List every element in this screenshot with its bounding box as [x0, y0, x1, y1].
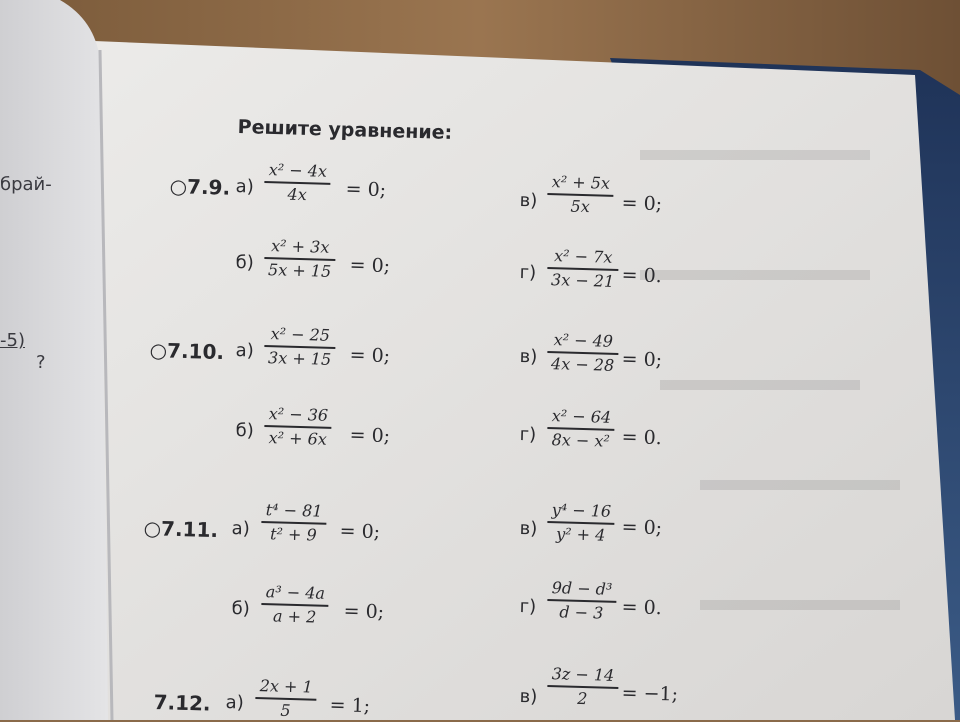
fraction-denominator: x² + 6x: [268, 428, 328, 449]
fraction-numerator: x² − 7x: [553, 246, 613, 267]
fraction-denominator: 5: [280, 700, 291, 720]
fraction-denominator: 3x + 15: [267, 348, 332, 369]
equation-rhs: = 0;: [621, 348, 663, 372]
equation-rhs: = 0;: [349, 254, 391, 278]
fraction: [547, 246, 619, 292]
equation-rhs: = 0.: [621, 264, 663, 288]
fraction: [264, 324, 336, 370]
fraction-denominator: 3x − 21: [550, 270, 615, 291]
left-page: [0, 0, 108, 720]
equation-rhs: = 0;: [621, 516, 663, 540]
item-label: г): [519, 262, 537, 284]
item-label: в): [519, 518, 538, 540]
fraction: [547, 172, 614, 218]
fraction-denominator: 4x − 28: [550, 354, 615, 375]
fraction: [264, 160, 331, 206]
item-label: а): [225, 692, 245, 714]
item-label: а): [235, 340, 255, 362]
fraction-denominator: 4x: [287, 184, 308, 205]
fraction-denominator: 8x − x²: [551, 430, 611, 451]
fraction: [255, 676, 317, 722]
item-label: а): [231, 518, 251, 540]
fraction-numerator: x² − 25: [270, 324, 331, 345]
left-page-fragment-mid: -5): [0, 330, 25, 351]
fraction: [261, 500, 327, 546]
fraction-numerator: y⁴ − 16: [551, 500, 612, 521]
fraction-denominator: 5x: [570, 196, 591, 217]
fraction-denominator: 2: [576, 688, 588, 709]
equation-rhs: = −1;: [621, 682, 679, 706]
page-heading: Решите уравнение:: [237, 116, 453, 144]
fraction: [264, 236, 336, 282]
fraction: [547, 664, 619, 710]
equation-rhs: = 0;: [621, 192, 663, 216]
equation-rhs: = 1;: [329, 694, 371, 718]
fraction-denominator: y² + 4: [555, 524, 606, 545]
problem-number: ○7.11.: [143, 516, 219, 543]
item-label: г): [519, 424, 537, 446]
equation-rhs: = 0;: [339, 520, 381, 544]
fraction-numerator: x² + 3x: [270, 236, 330, 257]
fraction-numerator: x² − 64: [551, 406, 612, 427]
item-label: г): [519, 596, 537, 618]
left-page-fragment-top: брай-: [0, 174, 52, 195]
problem-number: ○7.9.: [169, 174, 231, 200]
fraction-denominator: d − 3: [559, 602, 604, 623]
fraction-denominator: t² + 9: [269, 524, 317, 545]
item-label: в): [519, 346, 538, 368]
fraction-numerator: x² − 49: [553, 330, 614, 351]
fraction-numerator: 2x + 1: [259, 676, 313, 697]
item-label: а): [235, 176, 255, 198]
item-label: в): [519, 190, 538, 212]
fraction: [547, 406, 616, 452]
fraction-numerator: t⁴ − 81: [265, 500, 323, 521]
fraction-numerator: x² − 36: [268, 404, 329, 425]
fraction: [261, 582, 329, 628]
fraction: [547, 330, 619, 376]
equation-rhs: = 0.: [621, 426, 663, 450]
fraction-denominator: 5x + 15: [267, 260, 332, 281]
equation-rhs: = 0;: [349, 344, 391, 368]
fraction-numerator: 9d − d³: [551, 578, 613, 599]
item-label: в): [519, 686, 538, 708]
equation-rhs: = 0;: [343, 600, 385, 624]
equation-rhs: = 0;: [345, 178, 387, 202]
problem-number: 7.12.: [153, 690, 211, 716]
fraction-numerator: a³ − 4a: [265, 582, 326, 603]
left-page-question: ?: [36, 352, 46, 373]
equation-rhs: = 0.: [621, 596, 663, 620]
fraction: [264, 404, 333, 450]
fraction-denominator: a + 2: [272, 606, 317, 627]
fraction: [547, 500, 616, 546]
fraction-numerator: x² + 5x: [551, 172, 611, 193]
item-label: б): [235, 252, 255, 274]
equation-rhs: = 0;: [349, 424, 391, 448]
fraction: [547, 578, 617, 624]
problem-number: ○7.10.: [149, 338, 225, 365]
fraction-numerator: 3z − 14: [551, 664, 615, 685]
item-label: б): [235, 420, 255, 442]
item-label: б): [231, 598, 251, 620]
fraction-numerator: x² − 4x: [268, 160, 328, 181]
